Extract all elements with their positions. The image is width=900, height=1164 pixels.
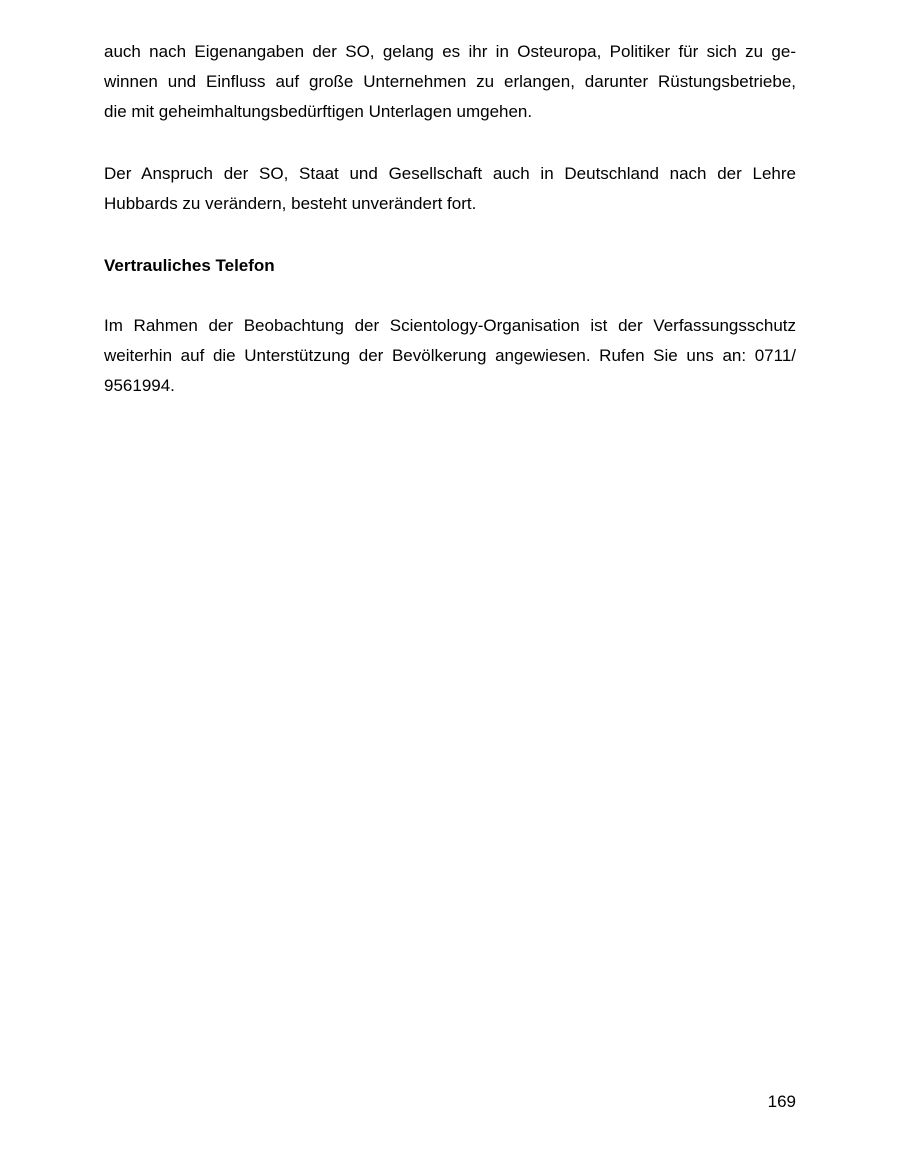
text-line: 9561994. <box>104 376 175 395</box>
text-line: winnen und Einfluss auf große Unternehmen zu erlangen, darunter Rüstungsbetriebe, <box>104 72 796 91</box>
text-line: Hubbards zu verändern, besteht unverändert fort. <box>104 194 477 213</box>
section-heading: Vertrauliches Telefon <box>104 256 275 275</box>
body-paragraph <box>104 159 796 219</box>
text-line: Der Anspruch der SO, Staat und Gesellschaft auch in Deutschland nach der Lehre <box>104 164 796 183</box>
text-line: auch nach Eigenangaben der SO, gelang es ihr in Osteuropa, Politiker für sich zu ge- <box>104 42 796 61</box>
page-number: 169 <box>767 1092 796 1111</box>
text-line: weiterhin auf die Unterstützung der Bevölkerung angewiesen. Rufen Sie uns an: 0711/ <box>104 346 796 365</box>
body-paragraph <box>104 311 796 401</box>
text-line: die mit geheimhaltungsbedürftigen Unterlagen umgehen. <box>104 102 533 121</box>
text-line: Im Rahmen der Beobachtung der Scientology-Organisation ist der Verfassungsschutz <box>104 316 796 335</box>
body-paragraph <box>104 37 796 127</box>
